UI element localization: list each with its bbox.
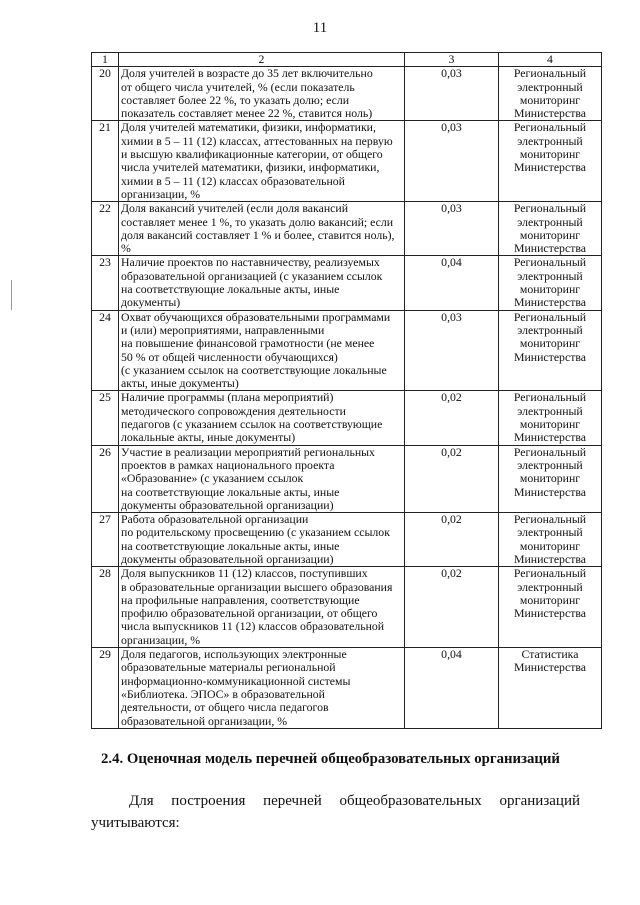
indicator-description-line: и (или) мероприятиями, направленными: [121, 322, 325, 337]
data-source-line: мониторинг: [519, 471, 581, 486]
indicator-description-line: (с указанием ссылок на соответствующие локальные: [121, 362, 387, 377]
data-source-line: мониторинг: [519, 592, 581, 607]
indicator-weight: 0,02: [405, 445, 499, 512]
data-source-line: мониторинг: [519, 147, 581, 162]
data-source-line: электронный: [517, 214, 583, 229]
header-col-2: 2: [119, 53, 405, 67]
data-source-line: Министерства: [514, 349, 586, 364]
indicator-description: [119, 256, 405, 310]
indicator-description-line: образовательной организацией (с указанием ссылок: [121, 268, 383, 283]
indicator-description-line: доля вакансий составляет 1 % и более, ставится ноль),: [121, 227, 395, 242]
data-source-line: электронный: [517, 133, 583, 148]
table-row: [92, 256, 602, 310]
data-source-line: Министерства: [514, 606, 586, 621]
indicator-description-line: локальные акты, иные документы): [121, 430, 296, 445]
data-source-line: Региональный: [513, 120, 587, 135]
indicator-description-line: химии в 5 – 11 (12) классах образовательной: [121, 173, 345, 188]
data-source-line: Региональный: [513, 566, 587, 581]
data-source: [499, 256, 602, 310]
header-col-1: 1: [92, 53, 119, 67]
indicator-description-line: образовательной организации, %: [121, 713, 288, 728]
indicator-description-line: составляет более 22 %, то указать долю; если: [121, 92, 350, 107]
data-source-line: Министерства: [514, 106, 586, 121]
row-number: 22: [92, 202, 119, 256]
indicator-description-line: проектов в рамках национального проекта: [121, 457, 335, 472]
indicator-description-line: от общего числа учителей, % (если показатель: [121, 79, 355, 94]
data-source-line: мониторинг: [519, 336, 581, 351]
indicator-description-line: Доля учителей математики, физики, информатики,: [121, 120, 376, 135]
data-source-line: электронный: [517, 322, 583, 337]
table-row: [92, 202, 602, 256]
data-source: [499, 391, 602, 445]
data-source-line: Региональный: [513, 255, 587, 270]
row-number: 24: [92, 310, 119, 391]
indicator-description-line: «Образование» (с указанием ссылок: [121, 471, 304, 486]
row-number: 27: [92, 513, 119, 567]
section-heading: 2.4. Оценочная модель перечней общеобразовательных организаций: [101, 751, 560, 767]
indicator-description-line: Наличие программы (плана мероприятий): [121, 390, 334, 405]
indicator-description-line: Доля выпускников 11 (12) классов, поступивших: [121, 566, 368, 581]
table-row: [92, 67, 602, 121]
indicator-description: [119, 202, 405, 256]
indicator-description-line: документы): [121, 295, 181, 310]
indicator-description-line: организации, %: [121, 632, 201, 647]
indicator-description: [119, 648, 405, 729]
indicator-description-line: на соответствующие локальные акты, иные: [121, 282, 340, 297]
data-source-line: мониторинг: [519, 417, 581, 432]
data-source: [499, 121, 602, 202]
indicator-description: [119, 310, 405, 391]
data-source: [499, 567, 602, 648]
data-source: [499, 202, 602, 256]
data-source-line: электронный: [517, 457, 583, 472]
data-source-line: электронный: [517, 268, 583, 283]
header-col-3: 3: [405, 53, 499, 67]
data-source-line: электронный: [517, 579, 583, 594]
indicator-weight: 0,03: [405, 67, 499, 121]
indicator-description-line: и высшую квалификационные категории, от общего: [121, 147, 383, 162]
data-source-line: Региональный: [513, 512, 587, 527]
indicator-description-line: Участие в реализации мероприятий региональных: [121, 444, 375, 459]
data-source-line: Региональный: [513, 201, 587, 216]
data-source-line: электронный: [517, 79, 583, 94]
data-source-line: Региональный: [513, 309, 587, 324]
indicator-description-line: педагогов (с указанием ссылок на соответствующие: [121, 417, 383, 432]
data-source-line: Министерства: [514, 484, 586, 499]
indicator-description-line: по родительскому просвещению (с указанием ссылок: [121, 525, 390, 540]
indicators-table: [91, 52, 602, 729]
data-source-line: электронный: [517, 403, 583, 418]
indicator-description-line: Доля педагогов, использующих электронные: [121, 647, 347, 662]
indicator-description-line: информационно-коммуникационной системы: [121, 673, 351, 688]
indicator-description-line: акты, иные документы): [121, 376, 239, 391]
indicator-description-line: в образовательные организации высшего образования: [121, 579, 393, 594]
indicator-description-line: деятельности, от общего числа педагогов: [121, 700, 329, 715]
indicator-description-line: числа выпускников 11 (12) классов образовательной: [121, 619, 385, 634]
indicator-description-line: профилю образовательной организации, от общего: [121, 606, 378, 621]
indicator-description-line: Работа образовательной организации: [121, 512, 309, 527]
data-source-line: Министерства: [514, 295, 586, 310]
row-number: 28: [92, 567, 119, 648]
indicator-description-line: документы образовательной организации): [121, 497, 334, 512]
data-source: [499, 67, 602, 121]
indicator-description: [119, 567, 405, 648]
indicator-description-line: документы образовательной организации): [121, 551, 334, 566]
indicator-description-line: Доля вакансий учителей (если доля вакансий: [121, 201, 349, 216]
indicator-description-line: «Библиотека. ЭПОС» в образовательной: [121, 686, 325, 701]
indicator-description-line: методического сопровождения деятельности: [121, 403, 346, 418]
indicator-description-line: на повышение финансовой грамотности (не менее: [121, 336, 375, 351]
indicator-weight: 0,03: [405, 310, 499, 391]
table-header-row: [92, 53, 602, 67]
indicator-weight: 0,03: [405, 121, 499, 202]
indicator-weight: 0,02: [405, 391, 499, 445]
header-col-4: 4: [499, 53, 602, 67]
table-row: [92, 567, 602, 648]
row-number: 29: [92, 648, 119, 729]
scan-margin-mark: [11, 280, 12, 310]
data-source-line: Статистика: [521, 647, 579, 662]
data-source-line: Региональный: [513, 66, 587, 81]
indicator-weight: 0,04: [405, 648, 499, 729]
indicator-description-line: на профильные направления, соответствующие: [121, 592, 360, 607]
indicator-description: [119, 67, 405, 121]
data-source-line: электронный: [517, 525, 583, 540]
table-row: [92, 648, 602, 729]
data-source-line: мониторинг: [519, 92, 581, 107]
data-source-line: Министерства: [514, 160, 586, 175]
indicator-description-line: %: [121, 241, 131, 256]
table-row: [92, 310, 602, 391]
indicator-description: [119, 513, 405, 567]
indicator-description-line: составляет менее 1 %, то указать долю вакансий; если: [121, 214, 394, 229]
indicator-description-line: показатель составляет менее 22 %, ставится ноль): [121, 106, 373, 121]
table-row: [92, 513, 602, 567]
indicator-description-line: на соответствующие локальные акты, иные: [121, 484, 340, 499]
data-source-line: Министерства: [514, 241, 586, 256]
indicator-description-line: образовательные материалы региональной: [121, 660, 336, 675]
row-number: 21: [92, 121, 119, 202]
data-source: [499, 513, 602, 567]
table-row: [92, 445, 602, 512]
page-number: 11: [312, 20, 328, 36]
indicator-description: [119, 391, 405, 445]
indicator-description-line: Охват обучающихся образовательными программами: [121, 309, 391, 324]
data-source-line: Региональный: [513, 390, 587, 405]
indicator-description-line: Наличие проектов по наставничеству, реализуемых: [121, 255, 380, 270]
data-source-line: Министерства: [514, 660, 586, 675]
row-number: 26: [92, 445, 119, 512]
data-source-line: мониторинг: [519, 282, 581, 297]
data-source: [499, 648, 602, 729]
indicator-description-line: организации, %: [121, 186, 201, 201]
table-row: [92, 391, 602, 445]
indicator-weight: 0,03: [405, 202, 499, 256]
table-row: [92, 121, 602, 202]
indicator-description-line: на соответствующие локальные акты, иные: [121, 538, 340, 553]
indicator-weight: 0,04: [405, 256, 499, 310]
indicator-description: [119, 121, 405, 202]
indicator-description: [119, 445, 405, 512]
indicator-description-line: 50 % от общей численности обучающихся): [121, 349, 338, 364]
data-source-line: мониторинг: [519, 538, 581, 553]
row-number: 25: [92, 391, 119, 445]
row-number: 20: [92, 67, 119, 121]
indicator-weight: 0,02: [405, 567, 499, 648]
data-source-line: Министерства: [514, 430, 586, 445]
body-paragraph: Для построения перечней общеобразовательных организаций учитываются:: [91, 793, 580, 831]
data-source: [499, 445, 602, 512]
data-source: [499, 310, 602, 391]
indicator-description-line: Доля учителей в возрасте до 35 лет включительно: [121, 66, 373, 81]
table-body: [92, 67, 602, 729]
data-source-line: мониторинг: [519, 227, 581, 242]
indicator-weight: 0,02: [405, 513, 499, 567]
row-number: 23: [92, 256, 119, 310]
data-source-line: Региональный: [513, 444, 587, 459]
data-source-line: Министерства: [514, 551, 586, 566]
indicator-description-line: числа учителей математики, физики, информатики,: [121, 160, 380, 175]
indicator-description-line: химии в 5 – 11 (12) классах, аттестованных на первую: [121, 133, 393, 148]
